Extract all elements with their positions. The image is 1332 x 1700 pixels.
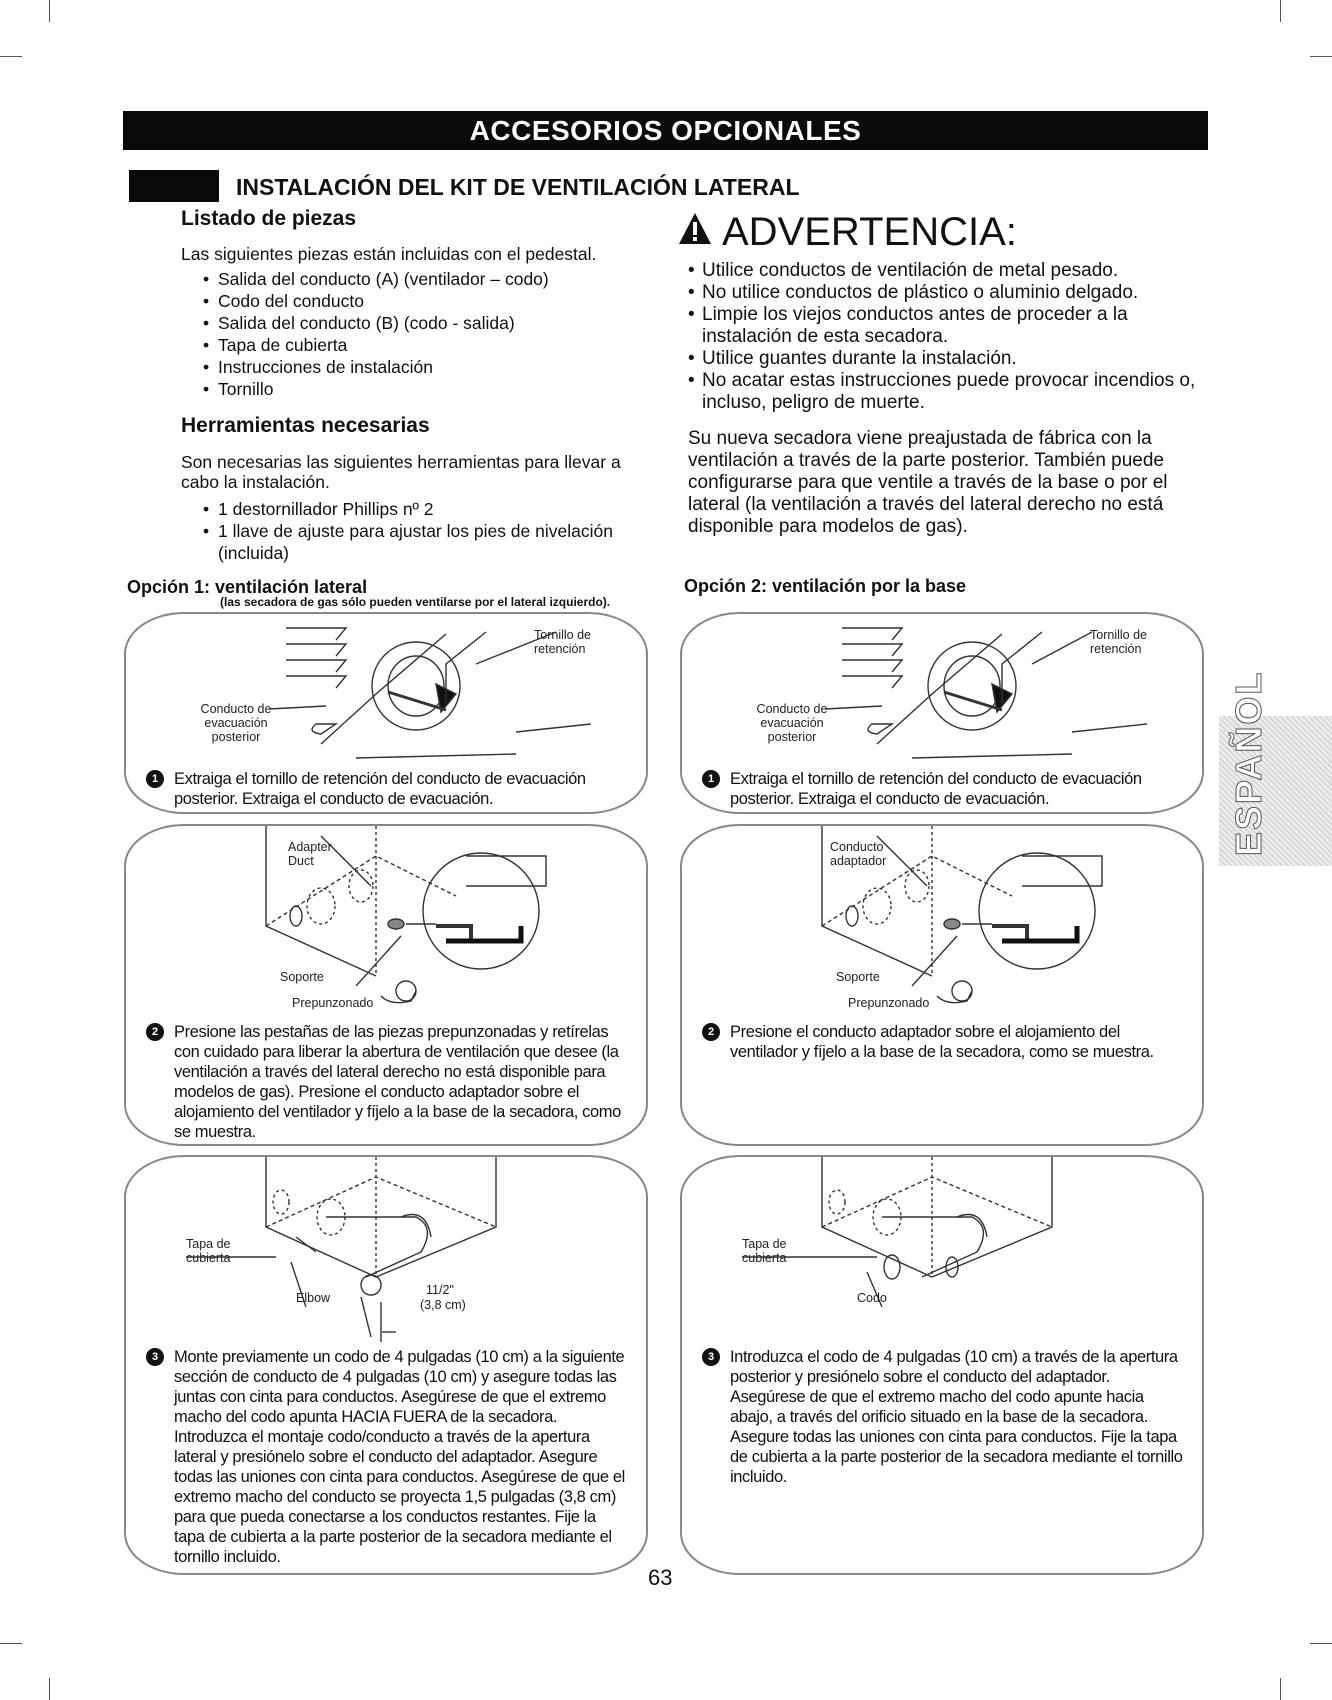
option2-step2 xyxy=(707,1022,1185,1062)
step-number: 2 xyxy=(702,1023,720,1041)
option2-title: Opción 2: ventilación por la base xyxy=(684,576,967,596)
option1-title: Opción 1: ventilación lateral xyxy=(127,577,368,597)
tools-list-item: • 1 llave de ajuste para ajustar los pies de nivelación (incluida) xyxy=(203,520,633,564)
label-dim: 11/2" xyxy=(426,1283,454,1297)
warning-item: • Limpie los viejos conductos antes de proceder a la instalación de esta secadora. xyxy=(688,304,1208,348)
label-support: Soporte xyxy=(836,970,880,984)
step-text: Presione el conducto adaptador sobre el alojamiento del ventilador y fíjelo a la base de la secadora, como se muestra. xyxy=(730,1023,1154,1061)
step-number: 1 xyxy=(146,770,164,788)
label-elbow: Elbow xyxy=(296,1291,331,1305)
option2-step1 xyxy=(707,769,1180,809)
warning-triangle-icon xyxy=(678,212,712,246)
option1-step1-panel xyxy=(124,612,648,814)
parts-list xyxy=(203,268,643,400)
parts-list-item: • Codo del conducto xyxy=(203,290,643,312)
label-rear-duct: Conducto de evacuación posterior xyxy=(756,702,828,744)
crop-mark xyxy=(1310,56,1332,57)
option1-step2-panel xyxy=(124,824,648,1146)
parts-list-item: • Tornillo xyxy=(203,378,643,400)
label-adapter-duct: Conducto adaptador xyxy=(830,840,887,868)
option1-note: (las secadora de gas sólo pueden ventilarse por el lateral izquierdo). xyxy=(220,595,611,609)
tools-intro: Son necesarias las siguientes herramientas para llevar a cabo la instalación. xyxy=(181,452,621,492)
label-knockout: Prepunzonado xyxy=(848,996,930,1010)
label-knockout: Prepunzonado xyxy=(292,996,374,1010)
warning-list xyxy=(688,260,1208,414)
parts-intro: Las siguientes piezas están incluidas con el pedestal. xyxy=(181,244,597,264)
tools-heading: Herramientas necesarias xyxy=(181,414,430,437)
crop-mark xyxy=(0,1643,22,1644)
option2-step3-panel xyxy=(680,1155,1204,1575)
page-header: ACCESORIOS OPCIONALES xyxy=(123,111,1208,150)
parts-heading: Listado de piezas xyxy=(181,207,357,230)
step-number: 3 xyxy=(702,1348,720,1366)
parts-list-item: • Instrucciones de instalación xyxy=(203,356,643,378)
warning-item: • Utilice conductos de ventilación de metal pesado. xyxy=(688,260,1208,282)
parts-list-item: • Salida del conducto (B) (codo - salida) xyxy=(203,312,643,334)
option1-step1 xyxy=(151,769,624,809)
crop-mark xyxy=(1280,0,1281,22)
label-cover: Tapa de cubierta xyxy=(742,1237,787,1265)
option1-step2 xyxy=(151,1022,629,1142)
warning-item: • No acatar estas instrucciones puede provocar incendios o, incluso, peligro de muerte. xyxy=(688,370,1208,414)
crop-mark xyxy=(1310,1643,1332,1644)
label-screw: Tornillo de retención xyxy=(534,628,591,656)
crop-mark xyxy=(49,0,50,22)
crop-mark xyxy=(49,1678,50,1700)
step-number: 2 xyxy=(146,1023,164,1041)
tools-list xyxy=(203,498,633,564)
step-text: Extraiga el tornillo de retención del conducto de evacuación posterior. Extraiga el conducto de evacuación. xyxy=(174,770,586,808)
label-screw: Tornillo de retención xyxy=(1090,628,1147,656)
adapter-duct-illustration xyxy=(682,826,1202,1144)
step-number: 1 xyxy=(702,770,720,788)
crop-mark xyxy=(0,56,22,57)
crop-mark xyxy=(1280,1678,1281,1700)
section-title: INSTALACIÓN DEL KIT DE VENTILACIÓN LATERAL xyxy=(236,174,800,200)
warning-item: • No utilice conductos de plástico o aluminio delgado. xyxy=(688,282,1208,304)
label-support: Soporte xyxy=(280,970,324,984)
label-rear-duct: Conducto de evacuación posterior xyxy=(200,702,272,744)
warning-title: ADVERTENCIA: xyxy=(722,210,1017,254)
option2-step1-panel xyxy=(680,612,1204,814)
warning-item: • Utilice guantes durante la instalación. xyxy=(688,348,1208,370)
warning-paragraph: Su nueva secadora viene preajustada de fábrica con la ventilación a través de la parte posterior. También puede configurarse para que ventile a través de la base o por el lateral (la ventilación a través del lateral derecho no está disponible para modelos de gas). xyxy=(688,428,1168,537)
option1-step3 xyxy=(151,1347,629,1567)
language-tab xyxy=(1219,670,1332,866)
label-elbow: Codo xyxy=(857,1291,887,1305)
step-number: 3 xyxy=(146,1348,164,1366)
label-cover: Tapa de cubierta xyxy=(186,1237,231,1265)
step-text: Extraiga el tornillo de retención del conducto de evacuación posterior. Extraiga el conducto de evacuación. xyxy=(730,770,1142,808)
label-adapter-duct: Adapter Duct xyxy=(288,840,332,868)
option1-step3-panel xyxy=(124,1155,648,1575)
parts-list-item: • Salida del conducto (A) (ventilador – codo) xyxy=(203,268,643,290)
section-marker xyxy=(129,170,219,202)
option2-step2-panel xyxy=(680,824,1204,1146)
step-text: Monte previamente un codo de 4 pulgadas (10 cm) a la siguiente sección de conducto de 4 pulgadas (10 cm) y asegure todas las juntas con cinta para conductos. Asegúrese de que el extremo macho del codo apunta HACIA FUERA de la secadora. Introduzca el montaje codo/conducto a través de la apertura lateral y presiónelo sobre el conducto del adaptador. Asegure todas las uniones con cinta para conductos. Asegúrese de que el extremo macho del conducto se proyecta 1,5 pulgadas (3,8 cm) para que pueda conectarse a los conductos restantes. Fije la tapa de cubierta a la parte posterior de la secadora mediante el tornillo incluido. xyxy=(174,1348,625,1566)
label-dim-cm: (3,8 cm) xyxy=(420,1298,466,1312)
page-number: 63 xyxy=(648,1565,673,1590)
tools-list-item: • 1 destornillador Phillips nº 2 xyxy=(203,498,633,520)
language-tab-label: ESPAÑOL xyxy=(1228,670,1269,856)
step-text: Presione las pestañas de las piezas prepunzonadas y retírelas con cuidado para liberar la abertura de ventilación que desee (la ventilación a través del lateral derecho no está disponible para modelos de gas). Presione el conducto adaptador sobre el alojamiento del ventilador y fíjelo a la base de la secadora, como se muestra. xyxy=(174,1023,621,1141)
parts-list-item: • Tapa de cubierta xyxy=(203,334,643,356)
step-text: Introduzca el codo de 4 pulgadas (10 cm) a través de la apertura posterior y presiónelo sobre el conducto del adaptador. Asegúrese de que el extremo macho del codo apunte hacia abajo, a través del orificio situado en la base de la secadora. Asegure todas las uniones con cinta para conductos. Fije la tapa de cubierta a la parte posterior de la secadora mediante el tornillo incluido. xyxy=(730,1348,1183,1486)
option2-step3 xyxy=(707,1347,1185,1487)
